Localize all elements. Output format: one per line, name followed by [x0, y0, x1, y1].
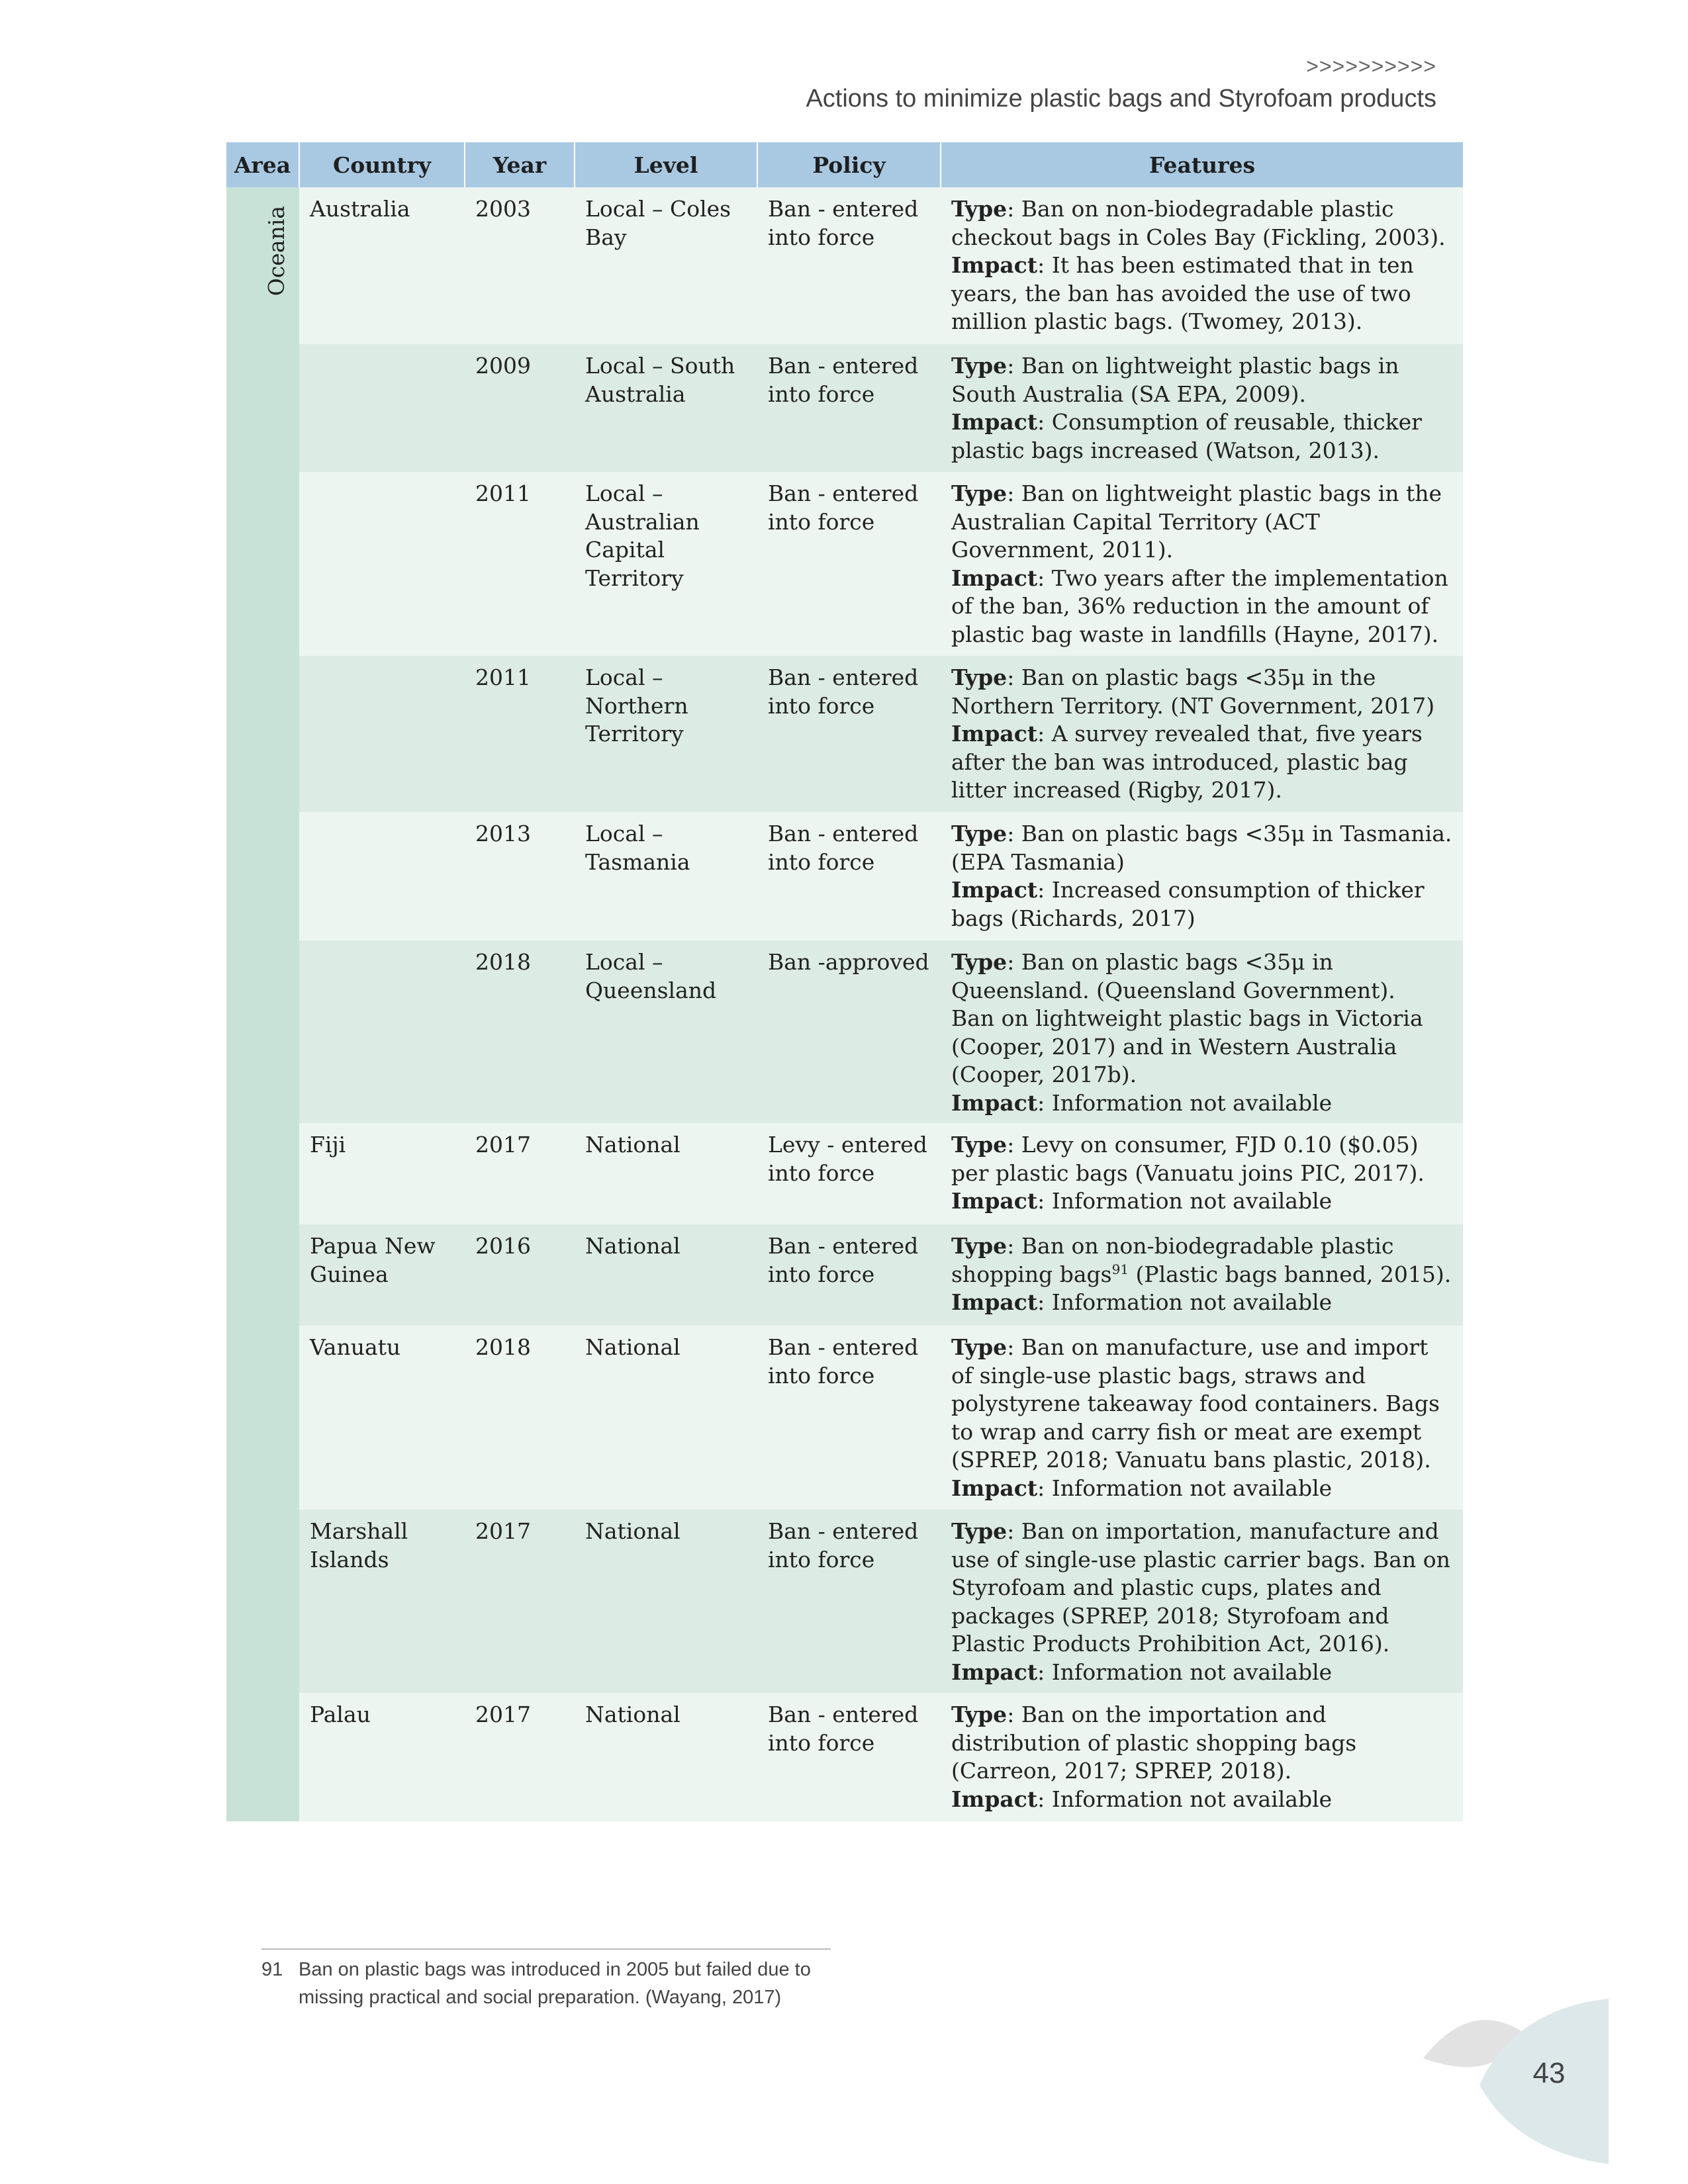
level-cell: Local – Tasmania	[575, 812, 757, 940]
feature-impact-label: Impact	[951, 1289, 1038, 1315]
level-cell: Local – Northern Territory	[575, 656, 757, 812]
level-cell: National	[575, 1224, 757, 1326]
year-cell: 2017	[465, 1123, 575, 1224]
page-number: 43	[1532, 2057, 1566, 2089]
feature-type-text: : Ban on plastic bags <35μ in the Northern Territory. (NT Government, 2017)	[951, 664, 1435, 719]
country-cell: Australia	[299, 187, 465, 344]
feature-impact-label: Impact	[951, 565, 1038, 591]
feature-type-label: Type	[951, 196, 1008, 222]
feature-type-text: : Ban on manufacture, use and import of single-use plastic bags, straws and polystyrene takeaway food containers. Bags to wrap and carry fish or meat are exempt (SPREP, 2018; Vanuatu bans plastic, 2018).	[951, 1334, 1440, 1473]
features-cell	[941, 812, 1463, 940]
features-cell	[941, 940, 1463, 1123]
features-cell	[941, 344, 1463, 472]
policy-cell: Ban - entered into force	[757, 1510, 941, 1693]
country-cell: Papua New Guinea	[299, 1224, 465, 1326]
feature-impact-label: Impact	[951, 721, 1038, 747]
feature-impact-text: : Information not available	[1037, 1659, 1333, 1685]
feature-type-text: : Ban on importation, manufacture and use of single-use plastic carrier bags. Ban on Styrofoam and plastic cups, plates and packages (SPREP, 2018; Styrofoam and Plastic Products Prohibition Act, 2016).	[951, 1518, 1450, 1657]
table-row	[226, 344, 1463, 472]
table-body	[226, 187, 1463, 1821]
year-cell: 2017	[465, 1693, 575, 1821]
feature-impact-text: : Consumption of reusable, thicker plastic bags increased (Watson, 2013).	[951, 409, 1422, 463]
footnote-reference: 91	[1111, 1261, 1129, 1277]
year-cell: 2016	[465, 1224, 575, 1326]
policy-cell: Ban -approved	[757, 940, 941, 1123]
feature-type-text: : Ban on non-biodegradable plastic shopping bags	[951, 1233, 1394, 1287]
column-header-country: Country	[299, 142, 465, 187]
features-cell	[941, 656, 1463, 812]
feature-type-label: Type	[951, 1233, 1008, 1259]
feature-impact-text: : Information not available	[1037, 1289, 1333, 1315]
level-cell: Local – South Australia	[575, 344, 757, 472]
country-cell: Palau	[299, 1693, 465, 1821]
level-cell: National	[575, 1510, 757, 1693]
year-cell: 2018	[465, 1326, 575, 1510]
feature-type-text: : Ban on plastic bags <35μ in Queensland. (Queensland Government).	[951, 949, 1395, 1003]
year-cell: 2009	[465, 344, 575, 472]
column-header-level: Level	[575, 142, 757, 187]
level-cell: National	[575, 1693, 757, 1821]
feature-type-text: : Ban on lightweight plastic bags in the Australian Capital Territory (ACT Government, 2011).	[951, 480, 1442, 563]
features-cell	[941, 187, 1463, 344]
level-cell: Local – Australian Capital Territory	[575, 472, 757, 656]
features-cell	[941, 1224, 1463, 1326]
country-cell	[299, 656, 465, 812]
feature-impact-text: : Two years after the implementation of the ban, 36% reduction in the amount of plastic bag waste in landfills (Hayne, 2017).	[951, 565, 1448, 647]
feature-type-text: : Ban on plastic bags <35μ in Tasmania. (EPA Tasmania)	[951, 821, 1452, 875]
feature-type-label: Type	[951, 1334, 1008, 1360]
table-row	[226, 1693, 1463, 1821]
feature-impact-label: Impact	[951, 1089, 1038, 1116]
country-cell	[299, 940, 465, 1123]
year-cell: 2011	[465, 656, 575, 812]
level-cell: National	[575, 1123, 757, 1224]
feature-type-label: Type	[951, 353, 1008, 379]
footnote-text: Ban on plastic bags was introduced in 2005 but failed due to missing practical and social preparation. (Wayang, 2017)	[299, 1959, 811, 2008]
features-cell	[941, 1510, 1463, 1693]
country-cell	[299, 344, 465, 472]
column-header-features: Features	[941, 142, 1463, 187]
feature-impact-text: : Increased consumption of thicker bags (Richards, 2017)	[951, 877, 1425, 931]
country-cell: Fiji	[299, 1123, 465, 1224]
feature-impact-text: : Information not available	[1037, 1089, 1333, 1116]
footnote	[261, 1956, 857, 2011]
year-cell: 2018	[465, 940, 575, 1123]
policy-cell: Ban - entered into force	[757, 344, 941, 472]
feature-impact-label: Impact	[951, 1188, 1038, 1214]
table-row	[226, 656, 1463, 812]
feature-impact-text: : Information not available	[1037, 1188, 1333, 1214]
feature-type-label: Type	[951, 480, 1008, 506]
footnote-divider	[261, 1948, 831, 1950]
year-cell: 2003	[465, 187, 575, 344]
column-header-policy: Policy	[757, 142, 941, 187]
policy-cell: Ban - entered into force	[757, 1693, 941, 1821]
country-cell: Vanuatu	[299, 1326, 465, 1510]
features-cell	[941, 1326, 1463, 1510]
column-header-year: Year	[465, 142, 575, 187]
policy-cell: Ban - entered into force	[757, 812, 941, 940]
feature-type-text-continued: (Plastic bags banned, 2015).	[1129, 1261, 1452, 1287]
level-cell: National	[575, 1326, 757, 1510]
column-header-area: Area	[226, 142, 299, 187]
table-row	[226, 187, 1463, 344]
feature-type-label: Type	[951, 821, 1008, 846]
policy-cell: Ban - entered into force	[757, 1326, 941, 1510]
year-cell: 2013	[465, 812, 575, 940]
table-header-row	[226, 142, 1463, 187]
feature-type-label: Type	[951, 1132, 1008, 1158]
table-row	[226, 1224, 1463, 1326]
policy-cell: Ban - entered into force	[757, 656, 941, 812]
features-cell	[941, 1693, 1463, 1821]
feature-impact-label: Impact	[951, 1475, 1038, 1501]
feature-impact-label: Impact	[951, 1659, 1038, 1685]
table-row	[226, 472, 1463, 656]
feature-impact-label: Impact	[951, 877, 1038, 903]
country-cell	[299, 472, 465, 656]
year-cell: 2017	[465, 1510, 575, 1693]
feature-impact-label: Impact	[951, 409, 1038, 435]
feature-type-label: Type	[951, 664, 1008, 690]
country-cell: Marshall Islands	[299, 1510, 465, 1693]
table-row	[226, 812, 1463, 940]
policy-cell: Ban - entered into force	[757, 187, 941, 344]
table-row	[226, 1510, 1463, 1693]
feature-impact-text: : Information not available	[1037, 1786, 1333, 1812]
features-cell	[941, 1123, 1463, 1224]
policy-cell: Levy - entered into force	[757, 1123, 941, 1224]
feature-impact-label: Impact	[951, 1786, 1038, 1812]
feature-type-text: : Levy on consumer, FJD 0.10 ($0.05) per plastic bags (Vanuatu joins PIC, 2017).	[951, 1132, 1425, 1186]
page-header-title: Actions to minimize plastic bags and Styrofoam products	[806, 85, 1436, 113]
feature-impact-label: Impact	[951, 252, 1038, 278]
feature-impact-text: : A survey revealed that, five years after the ban was introduced, plastic bag litter increased (Rigby, 2017).	[951, 721, 1423, 803]
year-cell: 2011	[465, 472, 575, 656]
level-cell: Local – Queensland	[575, 940, 757, 1123]
features-cell	[941, 472, 1463, 656]
feature-extra-text: Ban on lightweight plastic bags in Victoria (Cooper, 2017) and in Western Australia (Cooper, 2017b).	[951, 1005, 1423, 1087]
feature-type-label: Type	[951, 1702, 1008, 1727]
feature-impact-text: : Information not available	[1037, 1475, 1333, 1501]
table-row	[226, 1326, 1463, 1510]
feature-type-text: : Ban on lightweight plastic bags in South Australia (SA EPA, 2009).	[951, 353, 1399, 407]
header-arrows: >>>>>>>>>>	[1306, 54, 1436, 78]
page-corner-decoration	[1423, 1999, 1622, 2184]
table-row	[226, 1123, 1463, 1224]
policy-table	[226, 142, 1463, 1821]
feature-type-label: Type	[951, 949, 1008, 975]
footnote-number: 91	[261, 1959, 283, 1980]
feature-impact-text: : It has been estimated that in ten years, the ban has avoided the use of two million plastic bags. (Twomey, 2013).	[951, 252, 1414, 334]
feature-type-label: Type	[951, 1518, 1008, 1544]
feature-type-text: : Ban on non-biodegradable plastic checkout bags in Coles Bay (Fickling, 2003).	[951, 196, 1446, 250]
table-row	[226, 940, 1463, 1123]
feature-type-text: : Ban on the importation and distribution of plastic shopping bags (Carreon, 2017; SPREP, 2018).	[951, 1702, 1357, 1784]
country-cell	[299, 812, 465, 940]
level-cell: Local – Coles Bay	[575, 187, 757, 344]
policy-cell: Ban - entered into force	[757, 472, 941, 656]
area-label: Oceania	[263, 206, 289, 296]
policy-cell: Ban - entered into force	[757, 1224, 941, 1326]
area-cell	[226, 187, 299, 1821]
